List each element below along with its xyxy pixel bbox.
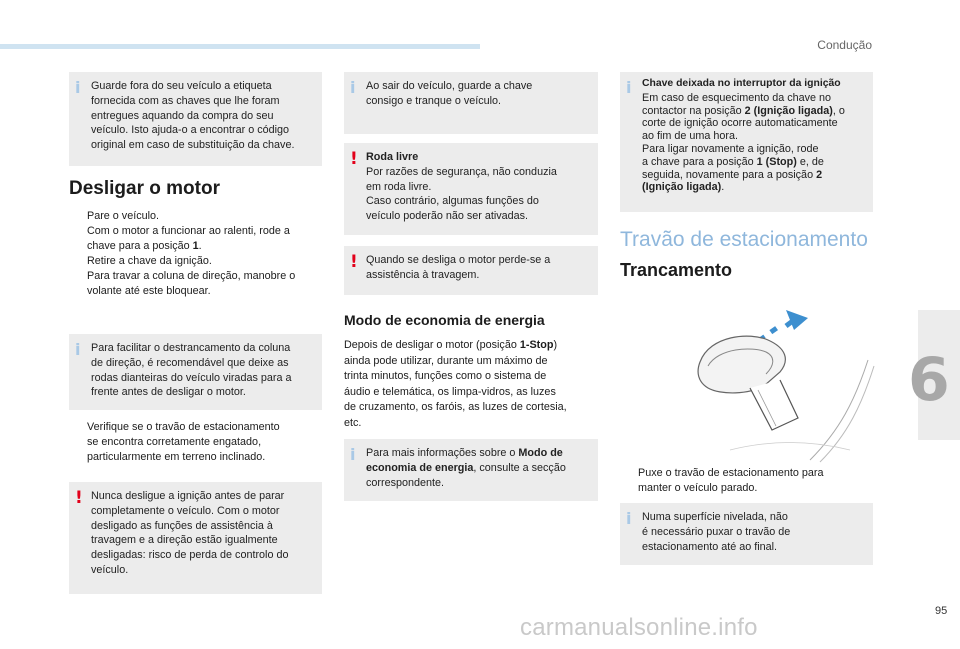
text-line: veículo poderão não ser ativadas. <box>366 210 529 223</box>
text-line: Pare o veículo. <box>87 210 160 222</box>
step-parking-brake-check <box>69 420 280 465</box>
text-line: (Ignição ligada). <box>642 181 725 194</box>
warning-brake-assist <box>344 246 598 295</box>
subheading-locking: Trancamento <box>620 260 733 280</box>
info-icon: i <box>350 445 356 464</box>
text-line: trinta minutos, funções como o sistema de <box>344 370 547 382</box>
parking-brake-illustration <box>690 300 875 465</box>
paragraph-energy-economy <box>344 338 567 431</box>
warning-ignition <box>69 482 322 594</box>
note-level-surface <box>620 503 873 565</box>
text-line: veículo. Isto ajuda-o a encontrar o código <box>91 124 290 137</box>
header-accent-bar <box>0 44 480 49</box>
text-line: veículo. <box>91 563 129 576</box>
warning-freewheel <box>344 143 598 235</box>
text-line: original em caso de substituição da chave. <box>91 139 295 152</box>
text-line: Com o motor a funcionar ao ralenti, rode a <box>87 225 290 237</box>
info-icon: i <box>350 78 356 97</box>
text-line: ainda pode utilizar, durante um máximo de <box>344 354 548 367</box>
list-item <box>69 420 280 465</box>
note-leave-vehicle <box>344 72 598 134</box>
note-more-info <box>344 439 598 501</box>
info-icon: i <box>75 78 81 97</box>
text-line: desligado as funções de assistência à <box>91 519 273 532</box>
text-line: chave para a posição 1. <box>87 240 202 252</box>
note-key-label <box>69 72 322 166</box>
section-title: Condução <box>817 38 872 52</box>
text-line: particularmente em terreno inclinado. <box>87 451 266 463</box>
page-number: 95 <box>935 605 948 617</box>
text-line: Numa superfície nivelada, não <box>642 511 788 523</box>
heading-energy-economy: Modo de economia de energia <box>344 312 545 328</box>
text-line: entregues aquando da compra do seu <box>91 109 274 122</box>
text-line: Para travar a coluna de direção, manobre o <box>87 270 296 282</box>
text-line: fornecida com as chaves que lhe foram <box>91 94 280 107</box>
text-line: Guarde fora do seu veículo a etiqueta <box>91 80 272 92</box>
text-line: desligadas: risco de perda de controlo do <box>91 549 289 562</box>
text-line: Puxe o travão de estacionamento para <box>638 467 824 479</box>
text-line: correspondente. <box>366 476 445 489</box>
warning-title: Roda livre <box>366 151 419 163</box>
text-line: se encontra corretamente engatado, <box>87 436 262 448</box>
note-key-left-in-ignition <box>620 72 873 212</box>
step-pull-brake <box>620 466 823 496</box>
text-line: rodas dianteiras do veículo viradas para a <box>91 371 292 384</box>
text-line: assistência à travagem. <box>366 268 480 281</box>
text-line: corte de ignição ocorre automaticamente <box>642 117 838 130</box>
text-line: é necessário puxar o travão de <box>642 525 791 538</box>
text-line: Quando se desliga o motor perde-se a <box>366 254 551 266</box>
text-line: a chave para a posição 1 (Stop) e, de <box>642 155 824 168</box>
warning-icon: ! <box>350 149 358 169</box>
list-item <box>620 466 823 496</box>
warning-icon: ! <box>350 252 358 272</box>
heading-parking-brake: Travão de estacionamento <box>620 228 868 251</box>
list-item <box>69 269 295 299</box>
chapter-number: 6 <box>908 345 950 415</box>
text-line: áudio e telemática, os limpa-vidros, as luzes <box>344 385 556 398</box>
text-line: manter o veículo parado. <box>638 482 758 494</box>
text-line: Depois de desligar o motor (posição 1-Stop) <box>344 339 558 351</box>
text-line: Para ligar novamente a ignição, rode <box>642 142 819 155</box>
note-wheels <box>69 334 322 410</box>
text-line: de direção, é recomendável que deixe as <box>91 356 289 369</box>
text-line: Retire a chave da ignição. <box>87 255 212 267</box>
note-title: Chave deixada no interruptor da ignição <box>642 78 841 89</box>
heading-stop-engine: Desligar o motor <box>69 178 220 199</box>
list-item <box>69 254 295 269</box>
text-line: seguida, novamente para a posição 2 <box>642 168 823 181</box>
text-line: Ao sair do veículo, guarde a chave <box>366 80 533 92</box>
text-line: Caso contrário, algumas funções do <box>366 195 539 208</box>
text-line: travagem e a direção estão igualmente <box>91 534 278 547</box>
text-line: economia de energia, consulte a secção <box>366 461 566 474</box>
info-icon: i <box>626 78 632 97</box>
text-line: Nunca desligue a ignição antes de parar <box>91 490 285 502</box>
text-line: consigo e tranque o veículo. <box>366 94 502 107</box>
text-line: Para mais informações sobre o Modo de <box>366 447 563 459</box>
text-line: completamente o veículo. Com o motor <box>91 504 280 517</box>
text-line: em roda livre. <box>366 180 432 193</box>
text-line: Verifique se o travão de estacionamento <box>87 421 280 433</box>
text-line: frente antes de desligar o motor. <box>91 386 246 399</box>
steps-stop-engine <box>69 209 295 299</box>
text-line: Em caso de esquecimento da chave no <box>642 91 832 104</box>
text-line: etc. <box>344 416 362 429</box>
info-icon: i <box>75 340 81 359</box>
warning-icon: ! <box>75 488 83 508</box>
text-line: contactor na posição 2 (Ignição ligada), o <box>642 104 845 117</box>
text-line: ao fim de uma hora. <box>642 130 739 143</box>
text-line: Por razões de segurança, não conduzia <box>366 165 557 178</box>
text-line: de cruzamento, os faróis, as luzes de cortesia, <box>344 401 567 413</box>
list-item <box>69 209 295 224</box>
info-icon: i <box>626 509 632 528</box>
text-line: volante até este bloquear. <box>87 285 211 297</box>
list-item <box>69 224 295 254</box>
watermark: carmanualsonline.info <box>520 614 758 641</box>
text-line: Para facilitar o destrancamento da coluna <box>91 342 291 354</box>
text-line: estacionamento até ao final. <box>642 540 778 553</box>
